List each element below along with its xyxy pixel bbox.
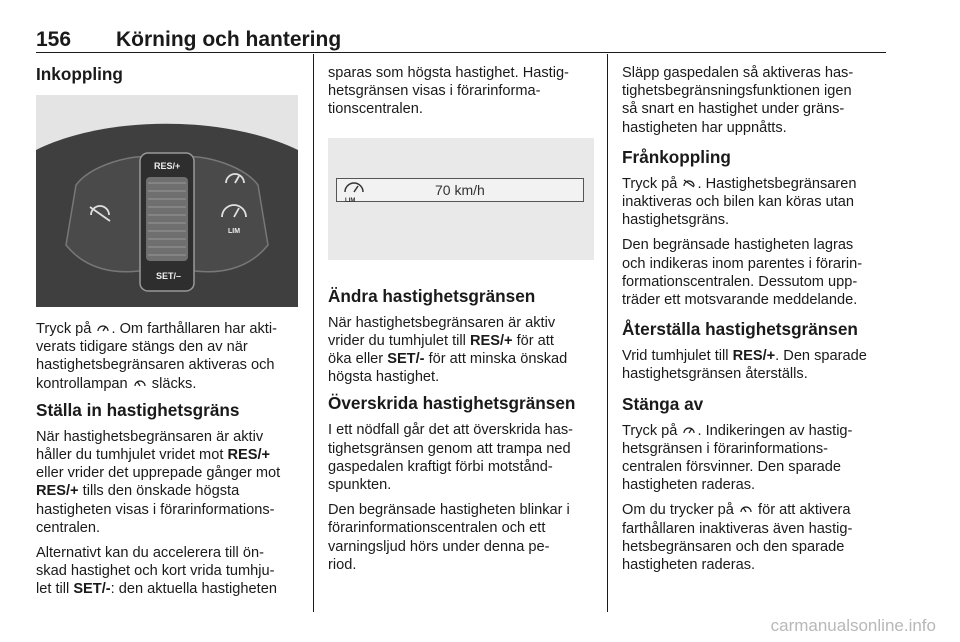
text-line	[36, 544, 302, 562]
paragraph	[622, 64, 888, 137]
text-run: . Om farthållaren har akti-	[111, 321, 277, 337]
paragraph	[328, 314, 594, 387]
text-line	[622, 211, 888, 229]
text-run: tighetsbegränsningsfunktionen igen	[622, 83, 852, 100]
text-line	[328, 100, 594, 118]
text-line	[622, 273, 888, 291]
text-line	[328, 421, 594, 439]
text-line	[36, 464, 302, 482]
text-line	[622, 175, 888, 193]
text-line	[328, 501, 594, 519]
paragraph	[622, 236, 888, 309]
header-rule	[36, 52, 886, 53]
text-line	[328, 82, 594, 100]
text-run: riod.	[328, 556, 357, 573]
text-line	[622, 422, 888, 440]
text-run: farthållaren inaktiveras även hastig-	[622, 520, 853, 537]
text-line	[36, 482, 302, 500]
cruise-control-icon	[133, 377, 147, 389]
text-line	[622, 236, 888, 254]
paragraph	[36, 428, 302, 537]
text-run: för att minska önskad	[424, 351, 568, 368]
text-run: verats tidigare stängs den av när	[36, 339, 248, 356]
text-line	[622, 82, 888, 100]
text-run: Släpp gaspedalen så aktiveras has-	[622, 65, 854, 81]
paragraph	[622, 501, 888, 574]
text-run: centralen.	[36, 519, 101, 536]
column-2	[328, 64, 594, 581]
text-line	[328, 440, 594, 458]
text-run: hastighetsgränsen återställs.	[622, 366, 808, 383]
paragraph	[622, 175, 888, 230]
cancel-icon	[682, 177, 696, 189]
text-run: Tryck på	[622, 175, 682, 192]
paragraph	[36, 320, 302, 393]
text-run: . Indikeringen av hastig-	[697, 422, 853, 439]
text-line	[36, 356, 302, 374]
text-line	[622, 100, 888, 118]
page-number: 156	[36, 28, 72, 51]
text-run: sparas som högsta hastighet. Hastig-	[328, 65, 569, 81]
speed-readout: 70 km/h	[435, 181, 485, 198]
text-run: hastighetsgräns.	[622, 212, 730, 229]
speed-limiter-icon	[682, 424, 696, 436]
figure-label-lim: LIM	[228, 228, 241, 235]
paragraph	[622, 422, 888, 495]
lim-label: LIM	[345, 197, 356, 204]
text-run: spunkten.	[328, 477, 392, 494]
text-line	[36, 428, 302, 446]
text-line	[622, 556, 888, 574]
text-run: och indikeras inom parentes i förarin-	[622, 255, 863, 272]
text-line	[36, 375, 302, 393]
text-line	[622, 255, 888, 273]
text-run: varningsljud hörs under denna pe-	[328, 538, 550, 555]
text-line	[622, 440, 888, 458]
text-line	[328, 350, 594, 368]
text-run: släcks.	[147, 375, 197, 392]
text-run: eller vrider det upprepade gånger mot	[36, 465, 281, 482]
control-label: SET/-	[73, 581, 111, 598]
text-run: hastighetsbegränsaren aktiveras och	[36, 357, 275, 374]
heading-frankoppling: Frånkoppling	[622, 146, 731, 167]
text-line	[328, 314, 594, 332]
column-divider-1	[313, 54, 314, 612]
control-label: RES/+	[732, 348, 776, 365]
text-run: Om du trycker på	[622, 502, 738, 519]
text-run: Alternativt kan du accelerera till ön-	[36, 545, 264, 562]
display-strip	[336, 178, 584, 202]
text-run: . Den sparade	[775, 348, 867, 365]
paragraph	[36, 544, 302, 599]
text-run: När hastighetsbegränsaren är aktiv	[328, 314, 556, 331]
text-line	[622, 520, 888, 538]
figure-label-set: SET/–	[156, 271, 182, 281]
heading-stanga-av: Stänga av	[622, 393, 704, 414]
paragraph	[328, 421, 594, 494]
text-run: hetsbegränsaren och den sparade	[622, 538, 845, 555]
heading-overskrida: Överskrida hastighetsgränsen	[328, 393, 576, 414]
text-run: Den begränsade hastigheten blinkar i	[328, 502, 570, 519]
text-line	[36, 562, 302, 580]
heading-inkoppling: Inkoppling	[36, 64, 123, 84]
heading-aterstalla: Återställa hastighetsgränsen	[622, 319, 858, 340]
text-run: När hastighetsbegränsaren är aktiv	[36, 428, 264, 445]
control-label: RES/+	[227, 447, 271, 464]
text-run: träder ett motsvarande meddelande.	[622, 292, 858, 309]
heading-andra: Ändra hastighetsgränsen	[328, 285, 536, 306]
control-label: RES/+	[36, 483, 79, 500]
paragraph	[622, 347, 888, 383]
control-label: RES/+	[469, 332, 513, 349]
text-run: öka eller	[328, 351, 388, 368]
column-3	[622, 64, 888, 581]
text-line	[622, 538, 888, 556]
text-line	[622, 291, 888, 309]
text-run: hastigheten visas i förarinformations-	[36, 501, 275, 518]
text-line	[328, 476, 594, 494]
text-run: så snart en hastighet under gräns-	[622, 101, 845, 118]
text-run: för att aktivera	[753, 502, 851, 519]
control-label: SET/-	[387, 351, 425, 368]
text-run: . Hastighetsbegränsaren	[697, 175, 857, 192]
text-line	[36, 580, 302, 598]
text-line	[328, 519, 594, 537]
text-run: hetsgränsen visas i förarinforma-	[328, 83, 541, 100]
text-run: I ett nödfall går det att överskrida has-	[328, 422, 573, 439]
text-line	[36, 501, 302, 519]
cruise-control-icon	[739, 503, 753, 515]
column-1	[36, 64, 302, 606]
text-run: centralen försvinner. Den sparade	[622, 459, 842, 476]
text-run: håller du tumhjulet vridet mot	[36, 447, 228, 464]
text-run: hastigheten har uppnåtts.	[622, 119, 787, 136]
text-line	[328, 538, 594, 556]
steering-wheel-controls-photo	[36, 95, 298, 307]
text-line	[622, 119, 888, 137]
driver-information-display-figure	[328, 138, 594, 260]
text-line	[622, 458, 888, 476]
watermark: carmanualsonline.info	[770, 616, 936, 635]
text-line	[622, 64, 888, 82]
text-line	[622, 193, 888, 211]
text-line	[622, 476, 888, 494]
text-run: formationscentralen. Dessutom upp-	[622, 273, 858, 290]
text-line	[36, 446, 302, 464]
text-line	[622, 347, 888, 365]
paragraph	[328, 64, 594, 119]
text-run: tighetsgränsen genom att trampa ned	[328, 440, 571, 457]
text-run: förarinformationscentralen och ett	[328, 520, 546, 537]
column-divider-2	[607, 54, 608, 612]
paragraph	[328, 501, 594, 574]
text-run: hastigheten raderas.	[622, 557, 756, 574]
text-line	[36, 519, 302, 537]
text-line	[328, 332, 594, 350]
text-run: för att	[512, 332, 554, 349]
heading-stalla-in: Ställa in hastighetsgräns	[36, 399, 240, 420]
page-header	[36, 24, 886, 54]
text-run: gaspedalen kraftigt förbi motstånd-	[328, 458, 553, 475]
text-run: tionscentralen.	[328, 101, 423, 118]
text-run: vrider du tumhjulet till	[328, 332, 470, 349]
text-line	[328, 64, 594, 82]
text-run: let till	[36, 581, 74, 598]
text-line	[36, 338, 302, 356]
speed-limiter-icon	[96, 322, 110, 334]
text-run: Tryck på	[622, 422, 682, 439]
text-line	[36, 320, 302, 338]
text-run: högsta hastighet.	[328, 369, 440, 386]
text-line	[328, 368, 594, 386]
text-run: skad hastighet och kort vrida tumhju-	[36, 563, 275, 580]
figure-label-res: RES/+	[154, 161, 181, 171]
text-line	[328, 458, 594, 476]
text-run: Vrid tumhjulet till	[622, 348, 733, 365]
text-run: hetsgränsen i förarinformations-	[622, 440, 829, 457]
text-run: Den begränsade hastigheten lagras	[622, 237, 854, 254]
text-run: inaktiveras och bilen kan köras utan	[622, 194, 855, 211]
text-line	[622, 501, 888, 519]
chapter-title: Körning och hantering	[116, 28, 342, 51]
text-run: Tryck på	[36, 321, 96, 337]
text-run: hastigheten raderas.	[622, 477, 756, 494]
text-run: tills den önskade högsta	[78, 483, 240, 500]
text-line	[328, 556, 594, 574]
text-run: kontrollampan	[36, 375, 132, 392]
text-run: : den aktuella hastigheten	[110, 581, 277, 598]
text-line	[622, 365, 888, 383]
